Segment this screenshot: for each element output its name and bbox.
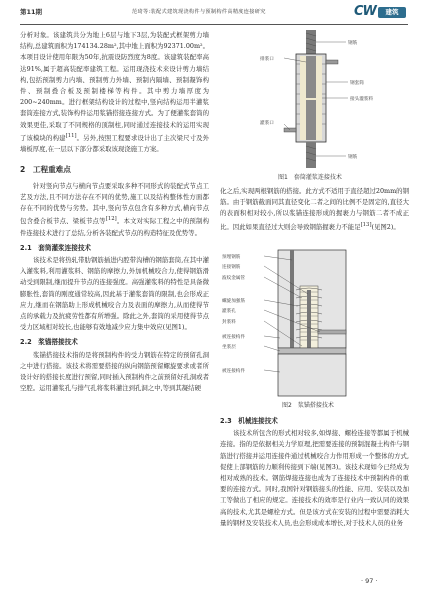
paragraph-text: 。本文对实际工程之中的预制构件连接技术进行了总结,分析各装配式节点的构造特征及优势等。 — [20, 217, 210, 237]
paragraph: 该技术是将热轧带肋钢筋插进内腔带沟槽的钢筋套筒,在其中灌入灌浆料,利用灌浆料、钢筋的摩擦力,外加机械咬合力,使得钢筋滑动受到限制,继而提升节点的连接强度。高强灌浆料的特性是具备微膨胀性,套筒的刚度通常较高,因此基于灌浆套筒的限制,也会形成正应力,继而在钢筋助上形成机械咬合力及表面的摩擦力,从而使得节点的承载力及抗疲劳性都有所增强。除此之外,套筒的采用使得节点受力区域相对较长,也能够有效地减少应力集中效应(见图1)。 — [20, 255, 209, 332]
journal-logo — [354, 3, 410, 23]
header-divider — [20, 24, 408, 25]
subsection-heading: 2.3 机械连接技术 — [220, 417, 278, 425]
citation: [13] — [360, 221, 372, 228]
right-column-lower — [220, 416, 409, 529]
logo-text: 建筑 — [378, 7, 406, 18]
sleeve-diagram — [220, 28, 409, 170]
page-number: · 97 · — [361, 577, 378, 585]
paragraph-text: 。另外,按照工程要求设计出了主次梁尺寸及外墙板厚度,在一层以下部分都采取该现浇施工方案。 — [20, 133, 210, 154]
paragraph — [20, 30, 209, 155]
page-header — [0, 0, 427, 26]
figure-label: 灌浆口 — [260, 121, 274, 126]
figure-label: 灌浆孔 — [222, 309, 236, 314]
figure-label: 接头灌浆料 — [350, 97, 373, 102]
figure-caption: 图1 套筒灌浆连接技术 — [278, 174, 342, 181]
paragraph-text: 分析对象。该建筑共分为地上6层与地下3层,为装配式框架剪力墙结构,总建筑面积为174134.28m²,其中地上面积为92371.00m²。本项目设计使用年限为50年,抗震设防烈度为8度。该建筑装配率高达91%,属于超高装配率建筑工程。运用现浇技术来设计剪力墙结构,包括预制剪力内墙、预制剪力外墙、预制内隔墙、预制凝饰构件、预制叠合板及预制楼梯等构件。其中剪力墙厚度为200~240mm。进行框架结构设计的过程中,竖向结构运用半灌浆套筒连接方式,装饰构件运用浆锚搭接连接方式。为了便灌浆套筒的效果更佳,采取了不同规格的顶制柱,同时通过连接技术的运用实现了该模块的构建 — [20, 31, 209, 142]
figure-label: 被连接构件 — [222, 369, 245, 374]
right-column-upper — [220, 186, 409, 233]
running-title: 范琦等:装配式建筑现浇构件与预制构件高精度连接研究 — [132, 9, 266, 15]
figure-2 — [220, 246, 409, 412]
subsection-heading: 2.2 浆锚搭接技术 — [20, 338, 78, 347]
rebar-inside-top — [306, 56, 316, 98]
paragraph-text: 针对竖向节点与横向节点要采取多种不同形式的装配式节点工艺及方法,且不同方法存在不同的优势,施工以及结构整体性方面都存在不同的优势与劣势。其中,竖向节点包含有多种方式,横向节点包含叠合板节点、梁板节点等 — [20, 181, 209, 226]
figure-label: 钢筋 — [348, 41, 358, 46]
left-column — [20, 30, 209, 394]
bedding-layer — [278, 348, 346, 354]
citation: [11] — [65, 132, 77, 139]
issue-number: 第11期 — [20, 8, 43, 16]
paragraph — [20, 181, 209, 239]
logo-letters: CW — [354, 4, 376, 19]
subsection-heading: 2.1 套筒灌浆连接技术 — [20, 243, 92, 252]
paragraph-text: (见图2)。 — [371, 222, 400, 231]
figure-label: 波纹金属管 — [222, 276, 245, 281]
paragraph: 浆锚搭接技术指的是将预制构件的受力钢筋在特定的预留孔洞之中进行搭接。该技术将需要搭接的纵向钢筋预留螺旋要求或者所设计好的搭接长度进行预留,同时插入预制构件之前预留好孔洞或者空腔。运用灌浆孔与排气孔将浆料灌注到孔洞之中,等到其凝结硬 — [20, 350, 209, 393]
figure-1 — [220, 28, 409, 180]
paragraph: 该技术所包含的形式相对较多,如焊接、螺栓连接等都属于机械连接。指的是依据相关力学原理,把需要连接的预制混凝土构件与钢筋进行搭接并运用连接件通过机械咬合力作用形成一个整体的方式,促使上部钢筋的力顺利传接到下端(见图3)。该技术现如今已经成为相对成熟的技术。钢筋焊接连接也成为了连接技术中预制构件的重要的连接方式。同时,我国针对钢筋接头的性能、应用、安装以及加工等做出了相应的规定。连接技术的效率是行业内一致认同的效果高的技术,尤其是螺栓方式。但是该方式在安装的过程中需要消耗大量的钢材及安装技术人员,也会形成成本增长,对于技术人员的业务 — [220, 429, 409, 527]
upper-rebar — [306, 30, 316, 56]
figure-label: 排浆口 — [260, 57, 274, 62]
embedded-rebar — [290, 250, 294, 348]
anchor-diagram — [220, 246, 409, 400]
figure-label: 螺旋加强筋 — [222, 299, 245, 304]
paragraph-text: 化之后,实现两根钢筋的搭接。此方式不适用于直径超过20mm的钢筋。由于钢筋截面同其直径变化二者之间的比例不是固定的,直径大的表面积相对较小,所以浆锚连接形成的握裹力与钢筋二者不成正比。因此如果直径过大则会导致钢筋握裹力不能足 — [220, 187, 409, 231]
grout-hole — [318, 330, 346, 334]
figure-label: 钢套筒 — [350, 81, 364, 86]
figure-label: 封浆料 — [222, 320, 236, 325]
lower-rebar — [306, 142, 316, 168]
citation: [12] — [105, 216, 117, 223]
lower-member — [278, 354, 346, 396]
section-heading: 2 工程重难点 — [20, 165, 71, 175]
figure-label: 坐浆层 — [222, 345, 236, 350]
outlet-port — [326, 60, 338, 64]
figure-label: 被连接构件 — [222, 335, 245, 340]
figure-label: 连接钢筋 — [222, 265, 241, 270]
figure-label: 钢筋 — [348, 155, 358, 160]
paragraph — [220, 186, 409, 233]
figure-label: 预埋钢筋 — [222, 255, 241, 260]
rebar-inside-bottom — [306, 100, 316, 140]
figure-caption: 图2 浆锚搭接技术 — [282, 402, 334, 409]
